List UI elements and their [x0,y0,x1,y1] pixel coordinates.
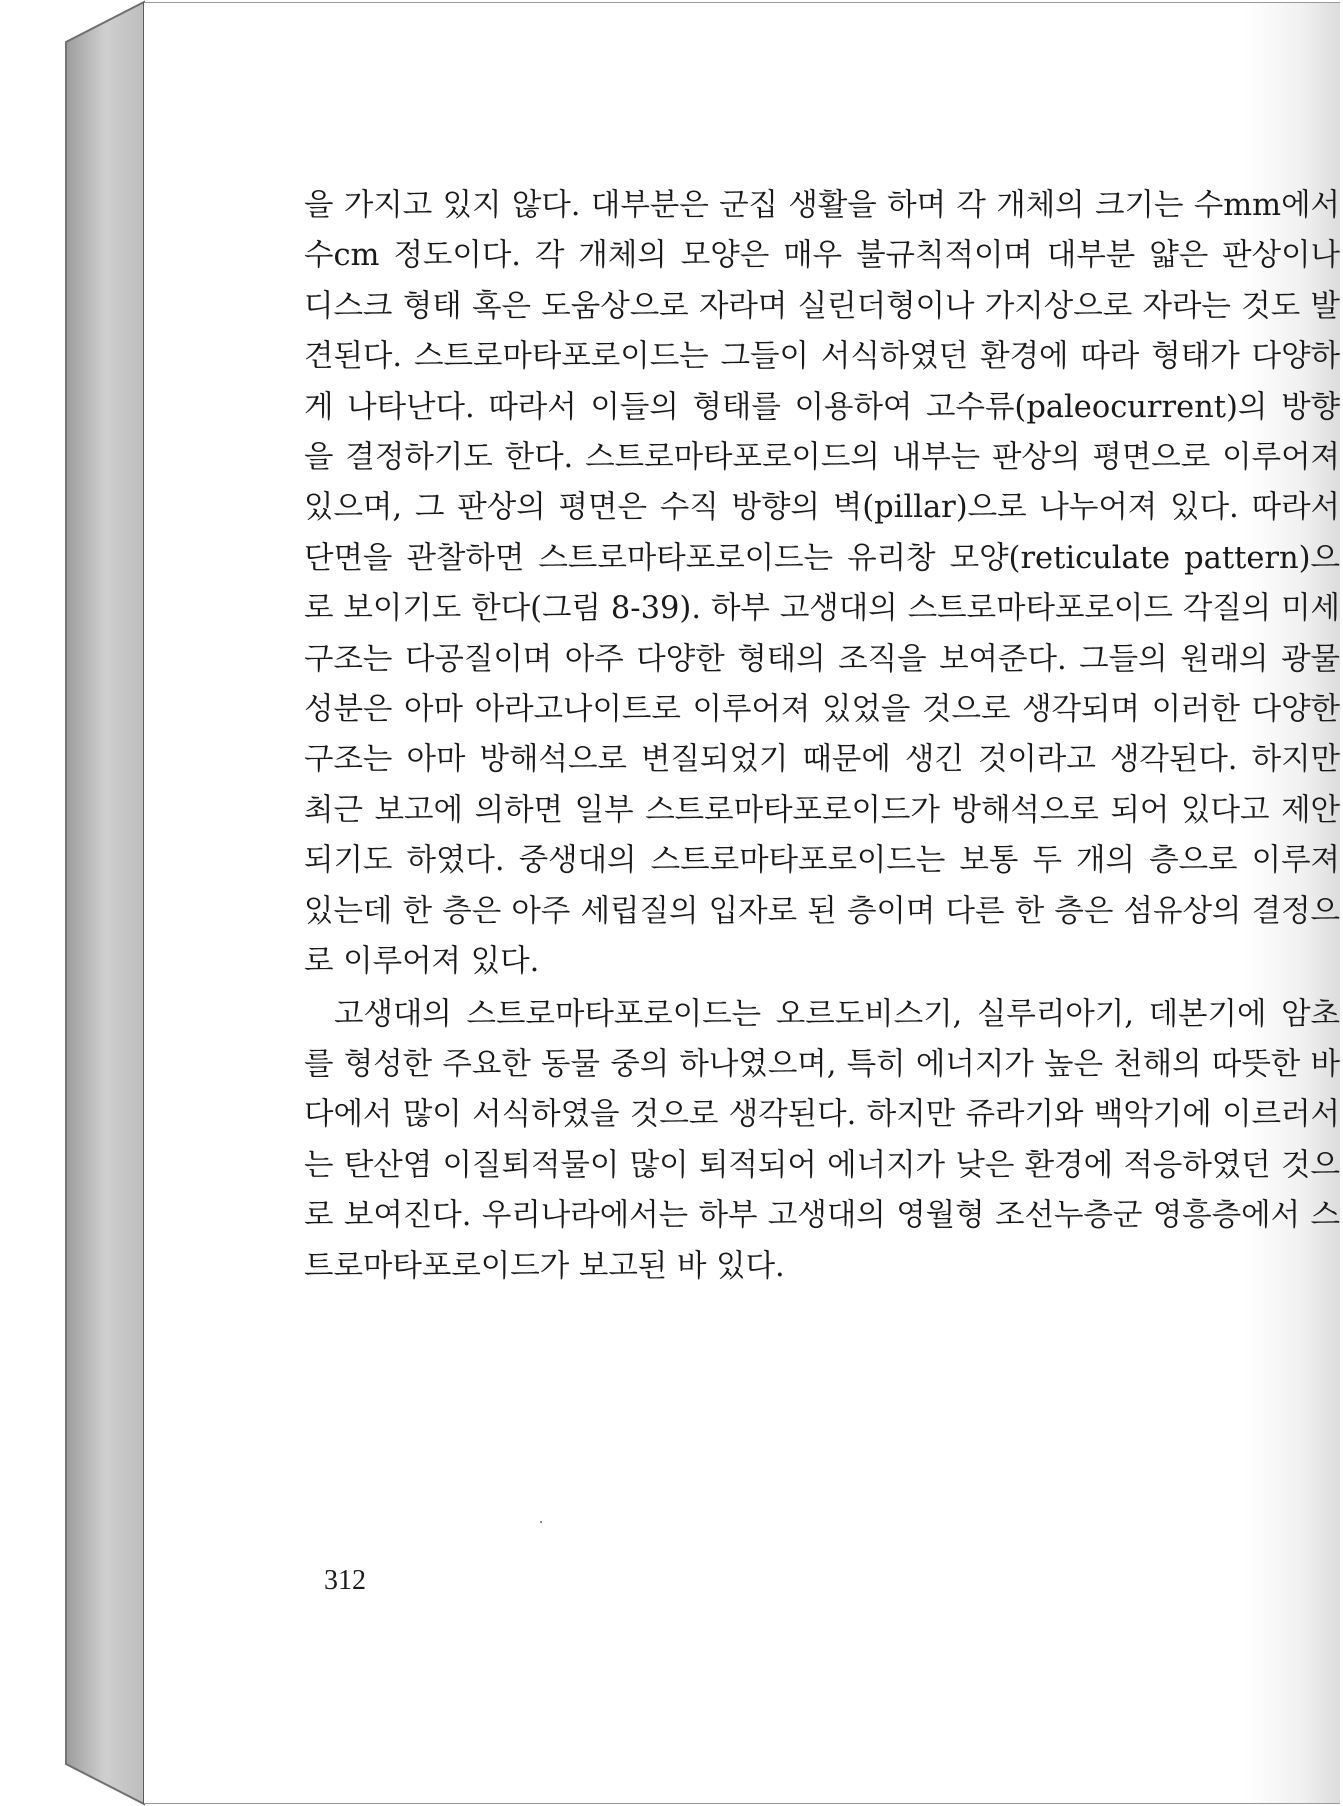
paragraph: 고생대의 스트로마타포로이드는 오르도비스기, 실루리아기, 데본기에 암초를 형성한 주요한 동물 중의 하나였으며, 특히 에너지가 높은 천해의 따뜻한 바다에서 많이 서식하였을 것으로 생각된다. 하지만 쥬라기와 백악기에 이르러서는 탄산염 이질퇴적물이 많이 퇴적되어 에너지가 낮은 환경에 적응하였던 것으로 보여진다. 우리나라에서는 하부 고생대의 영월형 조선누층군 영흥층에서 스트로마타포로이드가 보고된 바 있다. [304,996,1340,1284]
body-text [304,181,1340,1292]
book-page [144,2,1340,1804]
page-number: 312 [324,1565,366,1596]
paragraph: 을 가지고 있지 않다. 대부분은 군집 생활을 하며 각 개체의 크기는 수mm에서 수cm 정도이다. 각 개체의 모양은 매우 불규칙적이며 대부분 얇은 판상이나 디스크 형태 혹은 도움상으로 자라며 실린더형이나 가지상으로 자라는 것도 발견된다. 스트로마타포로이드는 그들이 서식하였던 환경에 따라 형태가 다양하게 나타난다. 따라서 이들의 형태를 이용하여 고수류(paleocurrent)의 방향을 결정하기도 한다. 스트로마타포로이드의 내부는 판상의 평면으로 이루어져 있으며, 그 판상의 평면은 수직 방향의 벽(pillar)으로 나누어져 있다. 따라서 단면을 관찰하면 스트로마타포로이드는 유리창 모양(reticulate pattern)으로 보이기도 한다(그림 8-39). 하부 고생대의 스트로마타포로이드 각질의 미세구조는 다공질이며 아주 다양한 형태의 조직을 보여준다. 그들의 원래의 광물 성분은 아마 아라고나이트로 이루어져 있었을 것으로 생각되며 이러한 다양한 구조는 아마 방해석으로 변질되었기 때문에 생긴 것이라고 생각된다. 하지만 최근 보고에 의하면 일부 스트로마타포로이드가 방해석으로 되어 있다고 제안되기도 하였다. 중생대의 스트로마타포로이드는 보통 두 개의 층으로 이루져 있는데 한 층은 아주 세립질의 입자로 된 층이며 다른 한 층은 섬유상의 결정으로 이루어져 있다. [304,188,1340,980]
scan-speck [540,1521,542,1523]
